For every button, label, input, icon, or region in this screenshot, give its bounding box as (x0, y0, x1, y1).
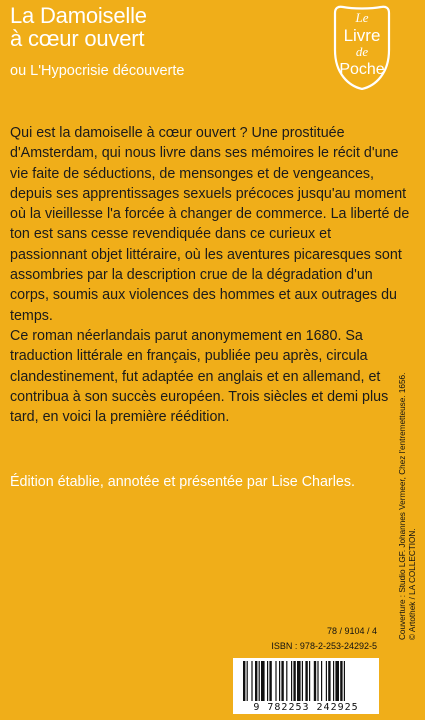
cover-credit-line-2: © Artothek / LA COLLECTION. (408, 528, 417, 640)
blurb-paragraph-2: Ce roman néerlandais parut anonymement en 1680. Sa traduction littérale en français, publiée peu après, circula clandestinement, fut adaptée en anglais et en allemand, et contribua à son succès européen. Trois siècles et demi plus tard, en voici la première réédition. (10, 327, 389, 426)
barcode-bars (237, 661, 375, 701)
isbn-text: ISBN : 978-2-253-24292-5 (271, 641, 377, 651)
cover-credit-line-1: Couverture : Studio LGF. Johannes Vermeer, Chez l'entremetteuse. 1656. (398, 372, 407, 640)
title-line-1: La Damoiselle (10, 3, 147, 28)
logo-line-4: Poche (339, 61, 385, 78)
back-cover-blurb (10, 123, 410, 427)
barcode (233, 658, 379, 714)
title-line-2: à cœur ouvert (10, 26, 145, 51)
logo-line-3: de (355, 44, 369, 59)
logo-line-1: Le (355, 10, 369, 25)
barcode-digits: 9 782253 242925 (233, 702, 379, 713)
livre-de-poche-logo (327, 4, 397, 90)
book-title (10, 4, 147, 50)
cover-credit-vertical (398, 373, 418, 640)
edition-credit: Édition établie, annotée et présentée par Lise Charles. (10, 474, 355, 490)
logo-line-2: Livre (343, 26, 381, 45)
book-subtitle: ou L'Hypocrisie découverte (10, 63, 185, 79)
blurb-paragraph-1: Qui est la damoiselle à cœur ouvert ? Une prostituée d'Amsterdam, qui nous livre dans ses mémoires le récit d'une vie faite de séductions, de mensonges et de vengeances, depuis ses apprentissages sexuels précoces jusqu'au moment où la vieillesse l'a forcée à changer de commerce. La liberté de ton est sans cesse revendiquée dans ce curieux et passionnant objet littéraire, où les aventures picaresques sont assombries par la description crue de la dégradation d'un corps, soumis aux violences des hommes et aux outrages du temps. (10, 125, 410, 324)
catalog-number: 78 / 9104 / 4 (326, 626, 377, 636)
